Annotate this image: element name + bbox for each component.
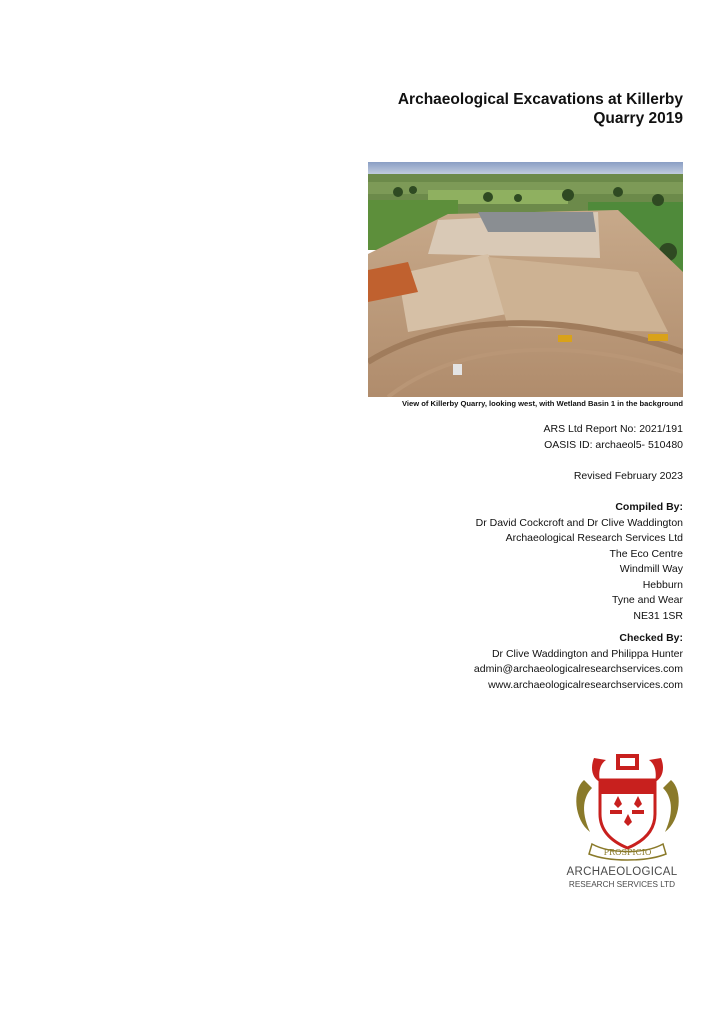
- contact-email: admin@archaeologicalresearchservices.com: [473, 663, 683, 675]
- address-line: Windmill Way: [619, 563, 683, 575]
- address-line: The Eco Centre: [609, 547, 683, 560]
- compiled-company: Archaeological Research Services Ltd: [505, 532, 683, 544]
- cover-photo: [368, 162, 683, 397]
- checked-by-heading: Checked By:: [619, 632, 683, 644]
- report-title-line2: Quarry 2019: [593, 110, 683, 127]
- logo-name-line1: ARCHAEOLOGICAL: [566, 866, 678, 878]
- crest-icon: [570, 750, 685, 865]
- oasis-id: OASIS ID: archaeol5- 510480: [544, 438, 683, 451]
- report-title-line1: Archaeological Excavations at Killerby: [397, 91, 683, 108]
- compiled-by-block: [476, 500, 683, 624]
- revision-date: Revised February 2023: [573, 470, 683, 482]
- address-postcode: NE31 1SR: [633, 609, 683, 622]
- aerial-quarry-image: [368, 162, 683, 397]
- checked-by-block: [474, 631, 683, 693]
- photo-caption: View of Killerby Quarry, looking west, with Wetland Basin 1 in the background: [401, 399, 683, 408]
- address-line: Hebburn: [642, 578, 683, 591]
- checked-authors: Dr Clive Waddington and Philippa Hunter: [491, 647, 683, 660]
- logo-name-line2: RESEARCH SERVICES LTD: [568, 880, 676, 889]
- logo-motto: PROSPICIO: [603, 848, 652, 857]
- address-line: Tyne and Wear: [611, 594, 683, 606]
- compiled-authors: Dr David Cockcroft and Dr Clive Waddington: [475, 516, 683, 529]
- compiled-by-heading: Compiled By:: [615, 501, 683, 513]
- report-number: ARS Ltd Report No: 2021/191: [543, 423, 683, 435]
- contact-website: www.archaeologicalresearchservices.com: [488, 678, 683, 691]
- report-title: [363, 90, 683, 128]
- report-identifiers: [543, 422, 683, 453]
